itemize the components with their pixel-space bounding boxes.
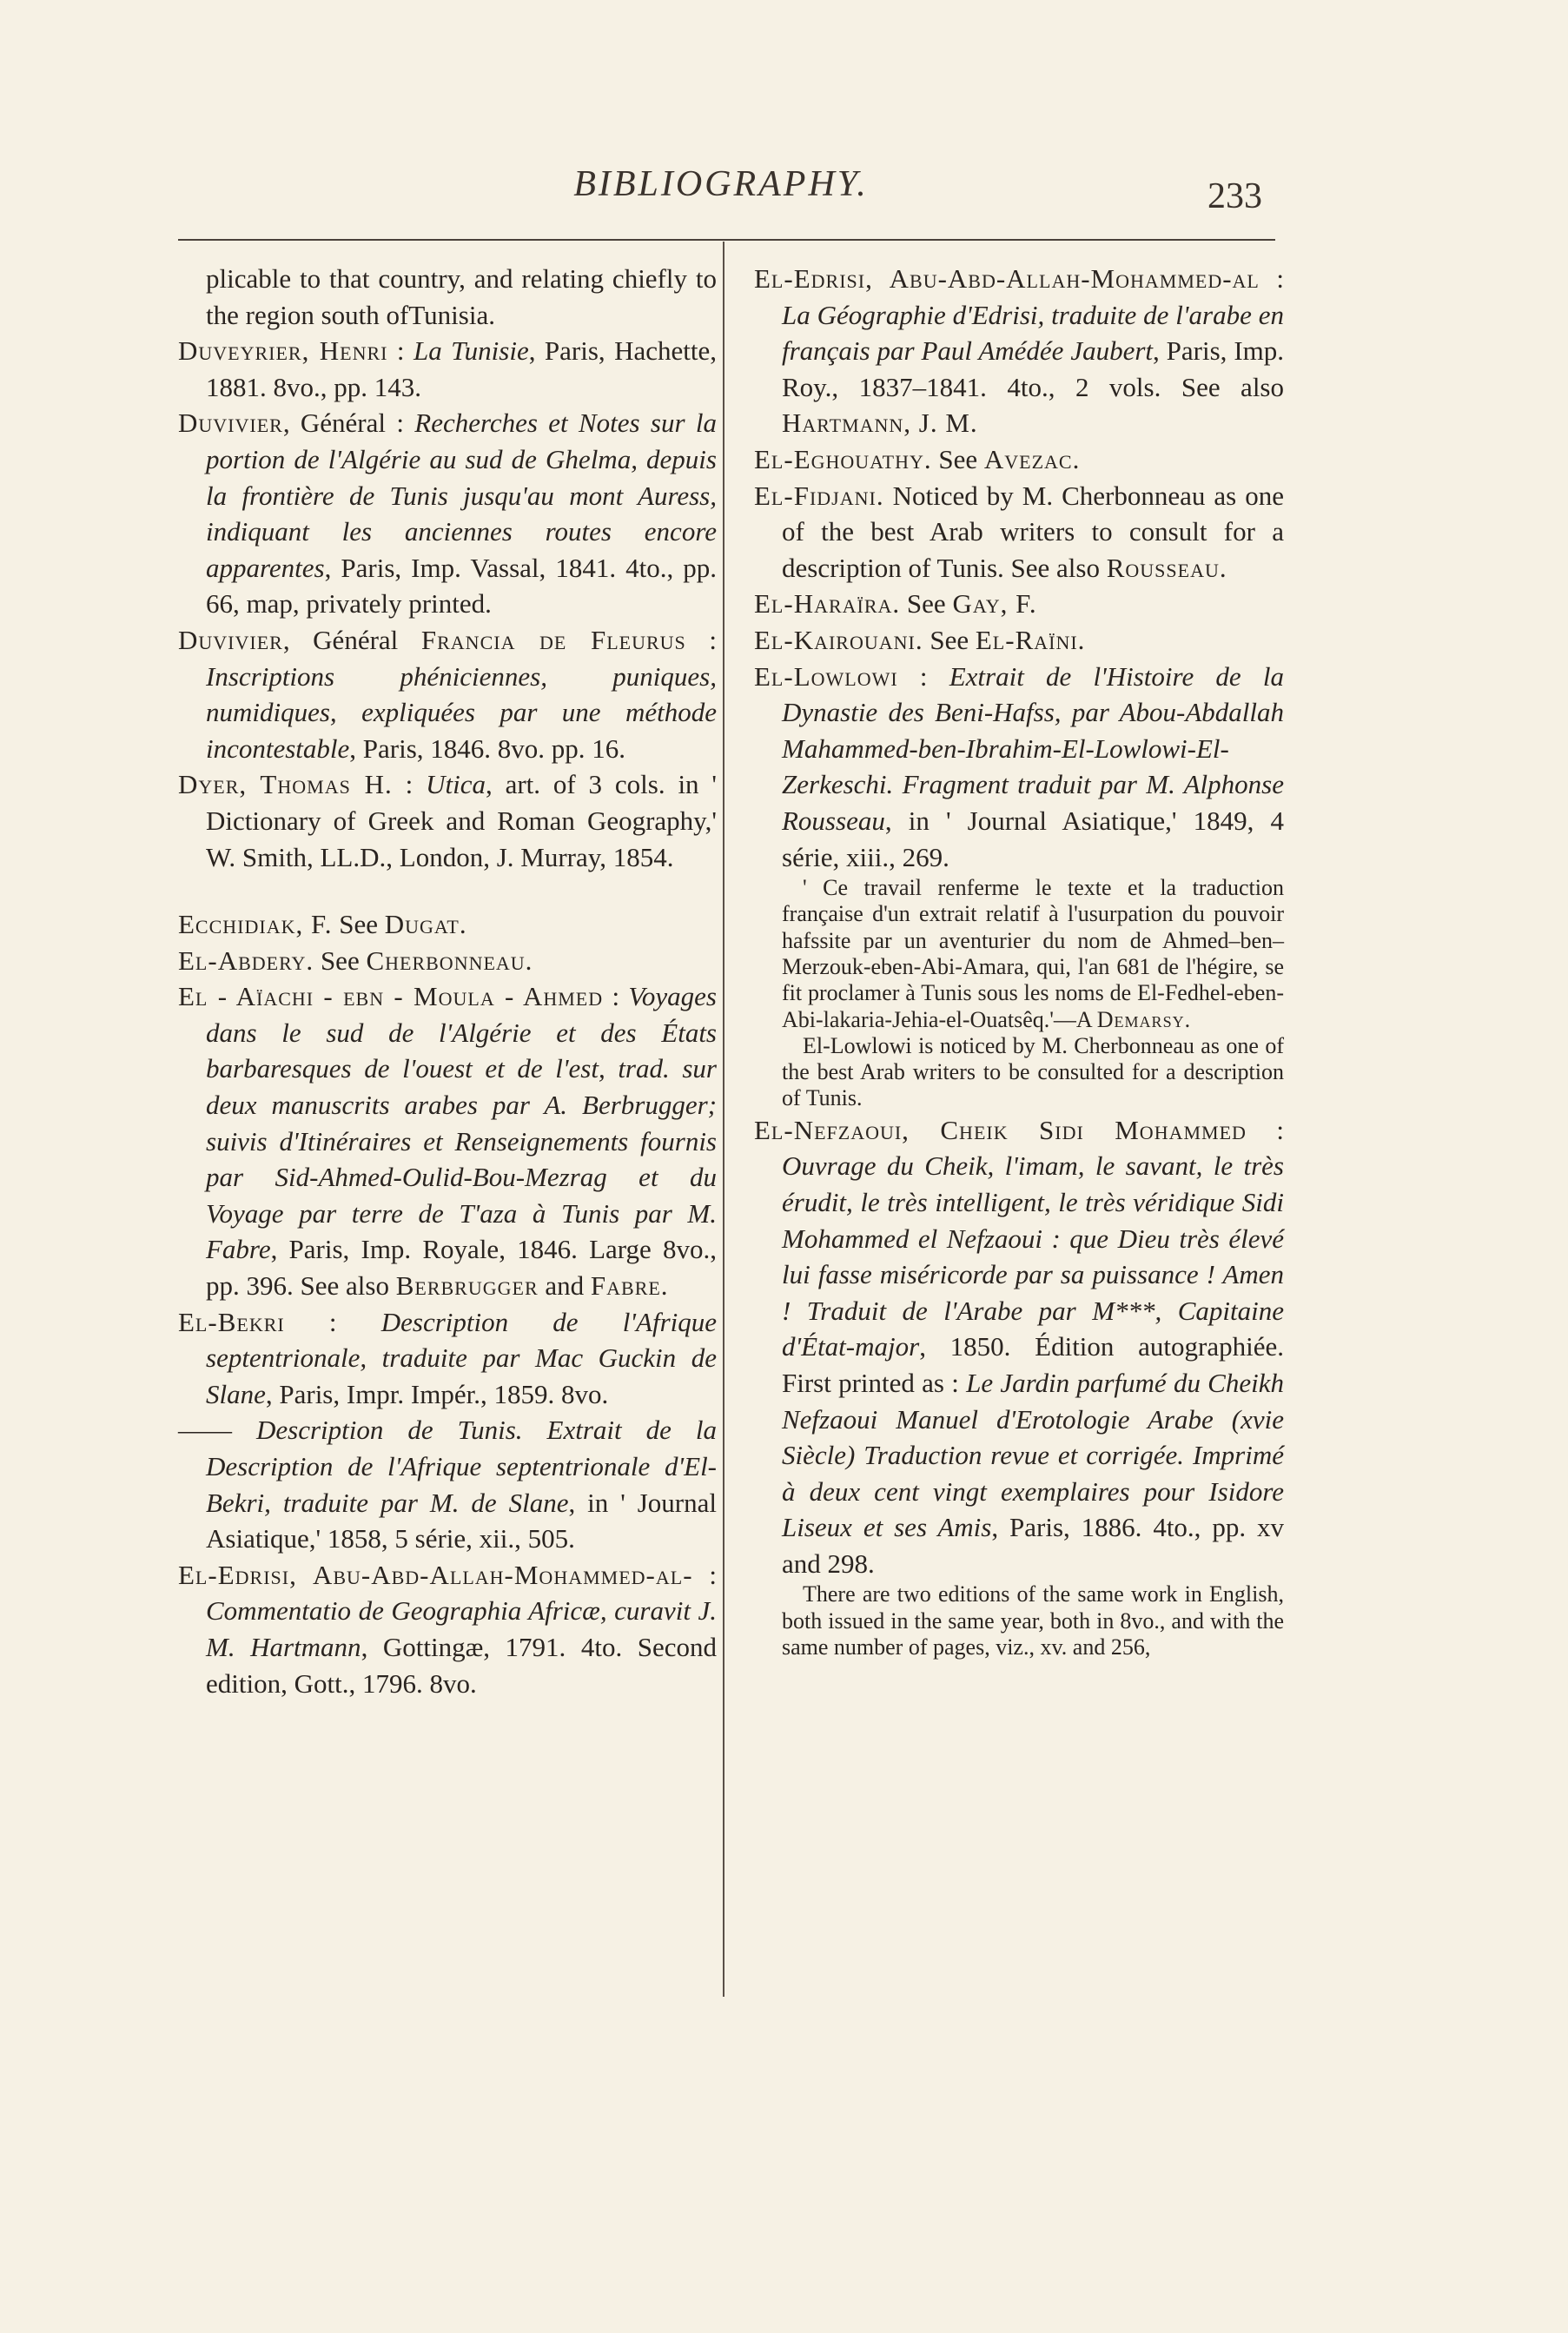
entry-separator: : xyxy=(897,660,949,692)
entry-text: , Paris, Imp. Roy., 1837–1841. 4to., 2 vols. See also xyxy=(782,335,1284,402)
note-text: El-Lowlowi is noticed by M. Cherbonneau as one of the best Arab writers to be consulted for a description of Tunis. xyxy=(782,1032,1284,1111)
bibliography-entry xyxy=(178,261,717,333)
entry-author: El - Aïachi - ebn - Moula - Ahmed xyxy=(178,981,604,1012)
ditto-dash: —— xyxy=(178,1415,232,1446)
entry-text: See xyxy=(900,588,953,620)
entry-text: and xyxy=(538,1270,591,1302)
entry-separator: : xyxy=(1259,263,1284,294)
entry-title: Description de l'Afrique septentrionale, traduite par Mac Guckin de Slane xyxy=(206,1306,717,1409)
entry-text: Noticed by M. Cherbonneau as one of the best Arab writers to consult for a description of Tunis. See also xyxy=(782,480,1284,583)
entry-text: See xyxy=(931,443,984,474)
entry-author: El-Edrisi, Abu-Abd-Allah-Mohammed-al xyxy=(754,263,1260,294)
entry-title: Voyages dans le sud de l'Algérie et des États barbaresques de l'ouest et de l'est, trad. sur deux manuscrits arabes par A. Berbrugger; suivis d'Itinéraires et Renseignements fournis par Sid-Ahmed-Oulid-Bou-Mezrag et du Voyage par terre de T'aza à Tunis par M. Fabre xyxy=(206,981,717,1265)
bibliography-entry xyxy=(178,1557,717,1701)
entry-text: , Général xyxy=(282,624,421,655)
bibliography-entry xyxy=(178,766,717,875)
bibliography-entry xyxy=(754,441,1284,478)
entry-title: Le Jardin parfumé du Cheikh Nefzaoui Manuel d'Erotologie Arabe (xvie Siècle) Traduction revue et corrigée. Imprimé à deux cent vingt exemplaires pour Isidore Liseux et ses Amis xyxy=(782,1367,1284,1543)
entry-text: , Paris, Imp. Vassal, 1841. 4to., pp. 66, map, privately printed. xyxy=(206,552,717,620)
entry-separator: : xyxy=(603,981,629,1012)
note-text: ' Ce travail renferme le texte et la traduction française d'un extrait relatif à l'usurpation du pouvoir hafssite par un aventurier du nom de Ahmed–ben–Merzouk-eben-Abi-Amara, qui, l'an 681 de l'hégire, se fit proclamer à Tunis sous les noms de El-Fedhel-eben-Abi-lakaria-Jehia-el-Ouatsêq.'—A xyxy=(782,875,1284,1032)
entry-author: Gay, F. xyxy=(952,588,1037,620)
entry-title: Commentatio de Geographia Africæ, curavit J. M. Hartmann xyxy=(206,1595,717,1662)
entry-author: Ecchidiak, F. xyxy=(178,909,333,940)
entry-text: , 1850. Édition autographiée. First printed as : xyxy=(782,1331,1284,1398)
entry-author: El-Haraïra. xyxy=(754,588,901,620)
bibliography-entry xyxy=(754,261,1284,441)
column-divider xyxy=(723,242,724,1997)
entry-text: , Paris, 1846. 8vo. pp. 16. xyxy=(349,732,626,764)
page-header xyxy=(0,163,1568,215)
bibliography-entry xyxy=(754,622,1284,659)
entry-author: El-Kairouani. xyxy=(754,624,923,655)
entry-text: , Paris, Impr. Impér., 1859. 8vo. xyxy=(265,1378,609,1409)
entry-text: plicable to that country, and relating chiefly to the region south ofTunisia. xyxy=(206,263,717,330)
entry-author: El-Bekri xyxy=(178,1306,285,1337)
entry-separator: : xyxy=(1246,1114,1284,1145)
bibliography-entry xyxy=(178,978,717,1303)
bibliography-entry xyxy=(754,1112,1284,1582)
entry-text: , Paris, 1886. 4to., pp. xv and 298. xyxy=(782,1512,1284,1579)
bibliography-entry xyxy=(754,659,1284,876)
bibliography-entry xyxy=(178,622,717,766)
entry-author: Avezac. xyxy=(983,443,1081,474)
entry-separator: : xyxy=(387,335,414,367)
bibliography-entry xyxy=(178,1412,717,1556)
bibliography-entry xyxy=(754,478,1284,587)
note-text: There are two editions of the same work in English, both issued in the same year, both in 8vo., and with the same number of pages, viz., xv. and 256, xyxy=(782,1581,1284,1660)
left-column xyxy=(178,261,717,1701)
entry-cross-reference: Rousseau. xyxy=(1106,552,1227,583)
entry-text: , Paris, Imp. Royale, 1846. Large 8vo., pp. 396. See also xyxy=(206,1234,717,1302)
entry-separator: : xyxy=(392,769,427,800)
entry-author: El-Edrisi, Abu-Abd-Allah-Mohammed-al- xyxy=(178,1559,693,1590)
bibliography-entry xyxy=(178,943,717,979)
entry-text: , Paris, Hachette, 1881. 8vo., pp. 143. xyxy=(206,335,717,402)
entry-author: El-Abdery. xyxy=(178,944,314,976)
entry-text: , Général : xyxy=(282,408,415,439)
bibliography-entry xyxy=(178,405,717,622)
entry-title: Ouvrage du Cheik, l'imam, le savant, le très érudit, le très intelligent, le très véridique Sidi Mohammed el Nefzaoui : que Dieu très élevé lui fasse miséricorde par sa puissance ! Amen ! Traduit de l'Arabe par M***, Capitaine d'État-major xyxy=(782,1150,1284,1362)
entry-text: , in ' Journal Asiatique,' 1849, 4 série, xiii., 269. xyxy=(782,805,1284,872)
entry-separator: : xyxy=(284,1306,381,1337)
entry-cross-reference: Hartmann, J. M. xyxy=(782,408,978,439)
entry-separator: : xyxy=(685,624,717,655)
entry-cross-reference: Fabre. xyxy=(590,1270,669,1302)
header-rule xyxy=(178,239,1275,241)
bibliography-note xyxy=(782,1033,1284,1112)
bibliography-entry xyxy=(178,1304,717,1413)
bibliography-entry xyxy=(178,333,717,405)
note-attribution: Demarsy. xyxy=(1096,1006,1192,1032)
entry-author: Dyer, Thomas H. xyxy=(178,769,393,800)
bibliography-note xyxy=(782,1581,1284,1660)
page-number: 233 xyxy=(1207,176,1262,216)
entry-text: , Gottingæ, 1791. 4to. Second edition, Gott., 1796. 8vo. xyxy=(206,1631,717,1699)
entry-author: Francia de Fleurus xyxy=(420,624,686,655)
entry-author: Duvivier xyxy=(178,624,283,655)
entry-author: Duveyrier, Henri xyxy=(178,335,388,367)
entry-author: El-Fidjani. xyxy=(754,480,884,511)
bibliography-entry xyxy=(178,906,717,943)
bibliography-entry xyxy=(754,586,1284,622)
entry-text: , art. of 3 cols. in ' Dictionary of Greek and Roman Geography,' W. Smith, LL.D., London, J. Murray, 1854. xyxy=(206,769,717,872)
entry-cross-reference: Berbrugger xyxy=(395,1270,539,1302)
entry-title: La Tunisie xyxy=(413,335,529,367)
entry-author: El-Lowlowi xyxy=(754,660,898,692)
entry-title: Extrait de l'Histoire de la Dynastie des Beni-Hafss, par Abou-Abdallah Mahammed-ben-Ibrahim-El-Lowlowi-El-Zerkeschi. Fragment traduit par M. Alphonse Rousseau xyxy=(782,660,1284,836)
entry-title: Utica xyxy=(426,769,486,800)
entry-author: Duvivier xyxy=(178,408,283,439)
entry-author: El-Eghouathy. xyxy=(754,443,932,474)
entry-title: Description de Tunis. Extrait de la Description de l'Afrique septentrionale d'El-Bekri, traduite par M. de Slane xyxy=(206,1415,717,1518)
entry-author: Dugat. xyxy=(384,909,467,940)
entry-separator: : xyxy=(692,1559,717,1590)
entry-title: La Géographie d'Edrisi, traduite de l'arabe en français par Paul Amédée Jaubert xyxy=(782,299,1284,367)
entry-text: See xyxy=(332,909,385,940)
right-column xyxy=(754,261,1284,1660)
entry-title: Inscriptions phéniciennes, puniques, numidiques, expliquées par une méthode incontestable xyxy=(206,660,717,764)
entry-text: See xyxy=(314,944,367,976)
entry-text: , in ' Journal Asiatique,' 1858, 5 série, xii., 505. xyxy=(206,1487,717,1554)
entry-author: Cherbonneau. xyxy=(366,944,533,976)
entry-title: Recherches et Notes sur la portion de l'Algérie au sud de Ghelma, depuis la frontière de Tunis jusqu'au mont Auress, indiquant les anciennes routes encore apparentes xyxy=(206,408,717,583)
entry-text: See xyxy=(923,624,976,655)
entry-author: El-Raïni. xyxy=(975,624,1086,655)
entry-author: El-Nefzaoui, Cheik Sidi Mohammed xyxy=(754,1114,1247,1145)
bibliography-note xyxy=(782,875,1284,1033)
running-title: BIBLIOGRAPHY. xyxy=(573,164,869,204)
